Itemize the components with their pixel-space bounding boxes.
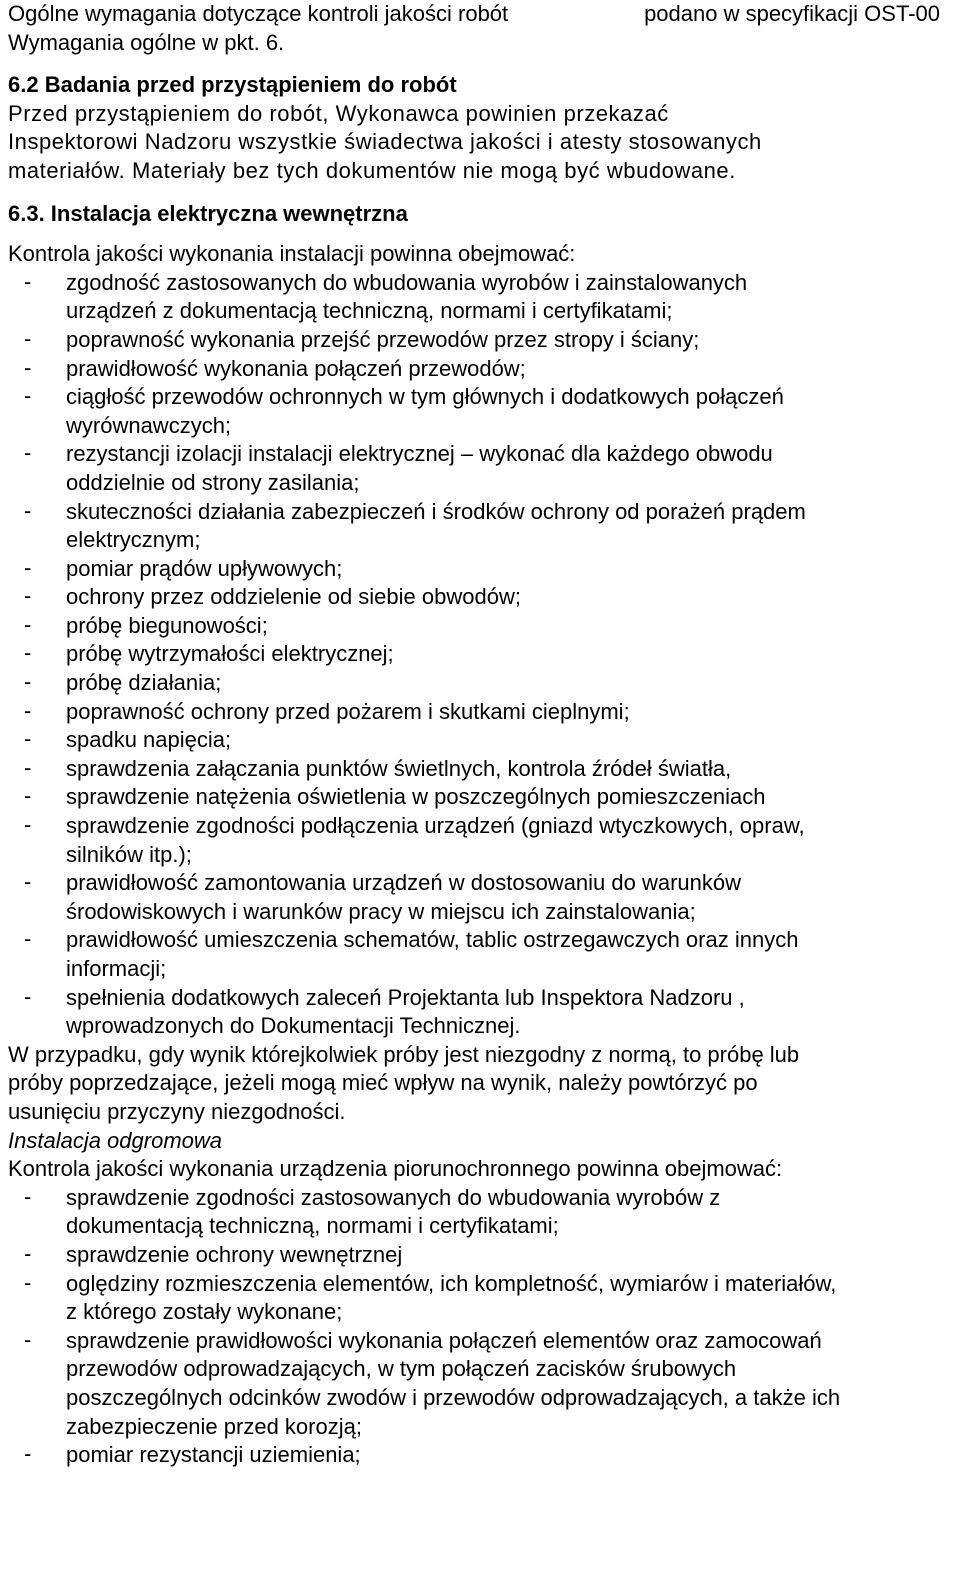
section-6-2-line: Przed przystąpieniem do robót, Wykonawca powinien przekazać	[8, 100, 669, 126]
list-item-text: próbę wytrzymałości elektrycznej;	[66, 641, 394, 667]
list-item-text: prawidłowość wykonania połączeń przewodów;	[66, 355, 526, 381]
list-item	[8, 1184, 953, 1241]
list-item-text: spełnienia dodatkowych zaleceń Projektanta lub Inspektora Nadzoru ,	[66, 984, 745, 1010]
section-6-3-intro: Kontrola jakości wykonania instalacji powinna obejmować:	[8, 241, 576, 267]
list-item	[8, 612, 953, 641]
list-item-text: rezystancji izolacji instalacji elektrycznej – wykonać dla każdego obwodu	[66, 441, 773, 467]
list-item	[8, 783, 953, 812]
list-item-text: próbę działania;	[66, 670, 222, 696]
closing-line: usunięciu przyczyny niezgodności.	[8, 1098, 346, 1124]
list-item	[8, 812, 953, 869]
list-item	[8, 669, 953, 698]
list-item-text: wyrównawczych;	[66, 412, 232, 438]
list-bullet-dash: -	[24, 383, 32, 409]
list-item-text: spadku napięcia;	[66, 727, 232, 753]
list-item-text: poprawność wykonania przejść przewodów przez stropy i ściany;	[66, 326, 700, 352]
list-item-text: dokumentacją techniczną, normami i certyfikatami;	[66, 1213, 559, 1239]
list-item-text: sprawdzenie ochrony wewnętrznej	[66, 1241, 403, 1267]
list-item	[8, 269, 953, 326]
list-item-text: poszczególnych odcinków zwodów i przewodów odprowadzających, a także ich	[66, 1384, 841, 1410]
list-item-text: oględziny rozmieszczenia elementów, ich kompletność, wymiarów i materiałów,	[66, 1270, 837, 1296]
list-bullet-dash: -	[24, 669, 32, 695]
list-bullet-dash: -	[24, 1269, 32, 1295]
list-item-text: silników itp.);	[66, 841, 192, 867]
list-item	[8, 1441, 953, 1470]
list-item-text: elektrycznym;	[66, 527, 201, 553]
list-bullet-dash: -	[24, 268, 32, 294]
header-right-text: podano w specyfikacji OST-00	[644, 1, 940, 26]
section-6-2-line: Inspektorowi Nadzoru wszystkie świadectwa jakości i atesty stosowanych	[8, 129, 762, 155]
list-item-text: sprawdzenie zgodności zastosowanych do wbudowania wyrobów z	[66, 1184, 721, 1210]
list-item	[8, 383, 953, 440]
list-bullet-dash: -	[24, 926, 32, 952]
list-bullet-dash: -	[24, 583, 32, 609]
list-bullet-dash: -	[24, 611, 32, 637]
list-bullet-dash: -	[24, 697, 32, 723]
list-bullet-dash: -	[24, 1441, 32, 1467]
list-item	[8, 640, 953, 669]
list-bullet-dash: -	[24, 497, 32, 523]
list-bullet-dash: -	[24, 1326, 32, 1352]
list-bullet-dash: -	[24, 754, 32, 780]
list-item	[8, 869, 953, 926]
lightning-title: Instalacja odgromowa	[8, 1127, 223, 1153]
list-item-text: ciągłość przewodów ochronnych w tym głównych i dodatkowych połączeń	[66, 384, 784, 410]
list-item	[8, 755, 953, 784]
lightning-check-list	[8, 1184, 953, 1470]
list-item-text: wprowadzonych do Dokumentacji Technicznej.	[66, 1013, 521, 1039]
list-item-text: z którego zostały wykonane;	[66, 1299, 343, 1325]
list-item-text: sprawdzenia załączania punktów świetlnych, kontrola źródeł światła,	[66, 755, 732, 781]
spacer	[8, 57, 953, 71]
electrical-check-list	[8, 269, 953, 1041]
header-left-text: Ogólne wymagania dotyczące kontroli jakości robót	[8, 1, 509, 26]
list-item	[8, 1327, 953, 1441]
section-6-2-line: materiałów. Materiały bez tych dokumentów nie mogą być wbudowane.	[8, 157, 736, 183]
list-item-text: skuteczności działania zabezpieczeń i środków ochrony od porażeń prądem	[66, 498, 806, 524]
list-item-text: zgodność zastosowanych do wbudowania wyrobów i zainstalowanych	[66, 269, 748, 295]
list-item	[8, 926, 953, 983]
list-item-text: oddzielnie od strony zasilania;	[66, 469, 360, 495]
list-item	[8, 326, 953, 355]
list-bullet-dash: -	[24, 1240, 32, 1266]
closing-line: W przypadku, gdy wynik którejkolwiek próby jest niezgodny z normą, to próbę lub	[8, 1041, 800, 1067]
list-item	[8, 698, 953, 727]
list-item-text: prawidłowość umieszczenia schematów, tablic ostrzegawczych oraz innych	[66, 927, 799, 953]
list-bullet-dash: -	[24, 726, 32, 752]
spacer	[8, 186, 953, 200]
list-item	[8, 555, 953, 584]
list-item-text: sprawdzenie prawidłowości wykonania połączeń elementów oraz zamocowań	[66, 1327, 822, 1353]
list-bullet-dash: -	[24, 983, 32, 1009]
list-item-text: przewodów odprowadzających, w tym połączeń zacisków śrubowych	[66, 1356, 737, 1382]
list-item	[8, 1241, 953, 1270]
list-item	[8, 583, 953, 612]
list-item	[8, 440, 953, 497]
list-item	[8, 984, 953, 1041]
header-line-2: Wymagania ogólne w pkt. 6.	[8, 29, 285, 55]
list-item-text: urządzeń z dokumentacją techniczną, normami i certyfikatami;	[66, 298, 673, 324]
list-item-text: zabezpieczenie przed korozją;	[66, 1413, 362, 1439]
list-item-text: próbę biegunowości;	[66, 612, 268, 638]
list-item-text: pomiar prądów upływowych;	[66, 555, 343, 581]
lightning-intro: Kontrola jakości wykonania urządzenia piorunochronnego powinna obejmować:	[8, 1156, 783, 1182]
list-bullet-dash: -	[24, 440, 32, 466]
list-item-text: sprawdzenie natężenia oświetlenia w poszczególnych pomieszczeniach	[66, 784, 766, 810]
section-6-2-title: 6.2 Badania przed przystąpieniem do robót	[8, 72, 457, 98]
list-bullet-dash: -	[24, 783, 32, 809]
list-bullet-dash: -	[24, 354, 32, 380]
header-line-1	[8, 0, 940, 29]
list-item-text: poprawność ochrony przed pożarem i skutkami cieplnymi;	[66, 698, 630, 724]
list-item	[8, 726, 953, 755]
list-item-text: środowiskowych i warunków pracy w miejscu ich zainstalowania;	[66, 898, 696, 924]
list-item-text: informacji;	[66, 956, 167, 981]
list-item-text: ochrony przez oddzielenie od siebie obwodów;	[66, 584, 521, 610]
list-item	[8, 498, 953, 555]
document-page	[8, 0, 953, 1470]
list-bullet-dash: -	[24, 640, 32, 666]
list-item	[8, 355, 953, 384]
list-bullet-dash: -	[24, 325, 32, 351]
list-bullet-dash: -	[24, 1183, 32, 1209]
list-bullet-dash: -	[24, 812, 32, 838]
list-item-text: pomiar rezystancji uziemienia;	[66, 1442, 361, 1468]
list-item	[8, 1270, 953, 1327]
section-6-3-title: 6.3. Instalacja elektryczna wewnętrzna	[8, 200, 408, 226]
list-bullet-dash: -	[24, 869, 32, 895]
list-item-text: sprawdzenie zgodności podłączenia urządzeń (gniazd wtyczkowych, opraw,	[66, 813, 805, 839]
list-bullet-dash: -	[24, 554, 32, 580]
list-item-text: prawidłowość zamontowania urządzeń w dostosowaniu do warunków	[66, 870, 742, 896]
spacer	[8, 228, 953, 240]
closing-line: próby poprzedzające, jeżeli mogą mieć wpływ na wynik, należy powtórzyć po	[8, 1070, 758, 1096]
